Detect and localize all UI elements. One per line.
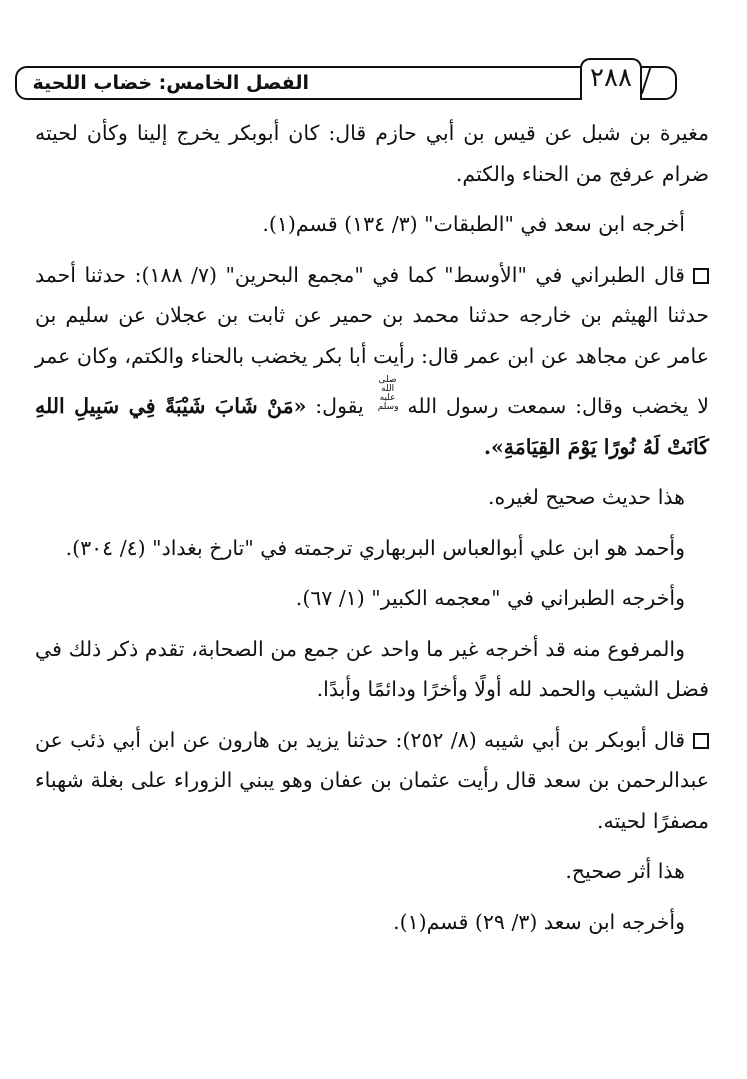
paragraph-3-text: قال الطبراني في "الأوسط" كما في "مجمع البحرين" (٧/ ١٨٨): حدثنا أحمد حدثنا الهيثم بن خارجه حدثنا محمد بن حمير عن ثابت بن عجلان عن سليم بن عامر عن مجاهد عن ابن عمر قال: رأيت أبا بكر يخضب بالحناء والكتم، وكان عمر لا يخضب وقال: سمعت رسول الله	[35, 262, 709, 418]
paragraph-4: هذا حديث صحيح لغيره.	[487, 485, 685, 509]
paragraph-6: وأخرجه الطبراني في "معجمه الكبير" (١/ ٦٧).	[295, 586, 685, 610]
paragraph-8	[35, 720, 709, 842]
paragraph-7: والمرفوع منه قد أخرجه غير ما واحد عن جمع من الصحابة، تقدم ذكر ذلك في فضل الشيب والحمد لله أولًا وأخرًا ودائمًا وأبدًا.	[35, 636, 709, 701]
chapter-title: الفصل الخامس: خضاب اللحية	[32, 72, 309, 94]
running-header	[15, 66, 677, 100]
pbuh-honorific: صلى الله عليه وسلم	[377, 375, 399, 412]
paragraph-8-text: قال أبوبكر بن أبي شيبه (٨/ ٢٥٢): حدثنا يزيد بن هارون عن ابن أبي ذئب عن عبدالرحمن بن سعد قال رأيت عثمان بن عفان وهو يبني الزوراء على بغلة شهباء مصفرًا لحيته.	[35, 727, 709, 833]
page-body	[35, 113, 709, 952]
hadith-quote: «مَنْ شَابَ شَيْبَةً فِي سَبِيلِ اللهِ كَانَتْ لَهُ نُورًا يَوْمَ القِيَامَةِ».	[35, 394, 709, 459]
paragraph-9: هذا أثر صحيح.	[565, 859, 685, 883]
paragraph-5: وأحمد هو ابن علي أبوالعباس البربهاري ترجمته في "تارخ بغداد" (٤/ ٣٠٤).	[65, 535, 685, 560]
page-number-label: ٢٨٨	[590, 63, 632, 93]
paragraph-2: أخرجه ابن سعد في "الطبقات" (٣/ ١٣٤) قسم(١).	[262, 212, 685, 236]
hadith-intro: يقول:	[315, 394, 364, 418]
paragraph-1: مغيرة بن شبل عن قيس بن أبي حازم قال: كان أبوبكر يخرج إلينا وكأن لحيته ضرام عرفج من الحناء والكتم.	[35, 121, 709, 186]
section-marker-box-icon	[693, 733, 709, 749]
paragraph-3	[35, 255, 709, 468]
page-number	[580, 58, 642, 100]
paragraph-10: وأخرجه ابن سعد (٣/ ٢٩) قسم(١).	[393, 909, 685, 934]
section-marker-box-icon	[693, 268, 709, 284]
